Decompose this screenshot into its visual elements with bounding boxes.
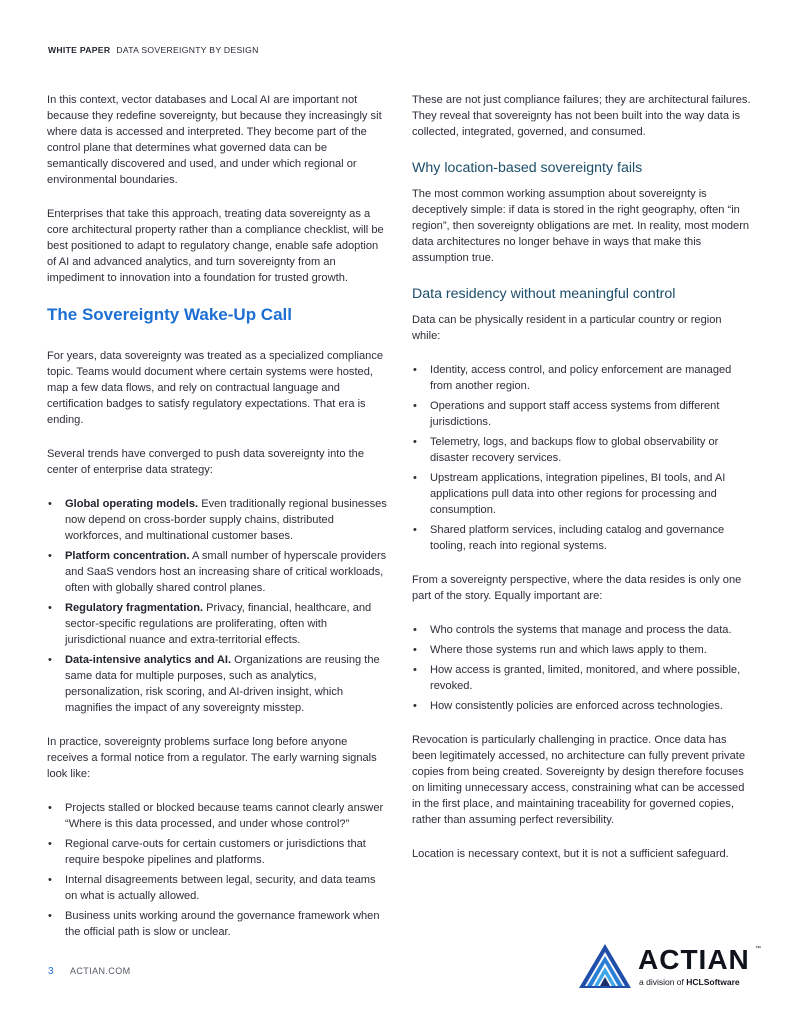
item-text: Identity, access control, and policy enforcement are managed from another region. [430, 364, 732, 392]
footer-link[interactable]: ACTIAN.COM [70, 966, 131, 976]
paragraph: Several trends have converged to push data sovereignty into the center of enterprise data strategy: [47, 448, 364, 476]
important-list [412, 622, 752, 714]
left-column [47, 92, 387, 958]
bullet-icon: • [413, 436, 417, 448]
trademark-mark: ™ [755, 946, 761, 952]
item-lead: Regulatory fragmentation. [65, 602, 204, 614]
list-item [47, 800, 387, 832]
list-item [47, 836, 387, 868]
paragraph: In practice, sovereignty problems surface long before anyone receives a formal notice from a regulator. The early warning signals look like: [47, 736, 377, 780]
tagline-brand: HCLSoftware [686, 977, 740, 987]
item-text: Privacy, financial, healthcare, and sector-specific regulations are proliferating, often with jurisdictional nuance and extra-territorial effects. [65, 602, 372, 646]
right-column [412, 92, 752, 880]
page-number: 3 [48, 966, 54, 977]
list-item [412, 698, 752, 714]
bullet-icon: • [48, 874, 52, 886]
list-item [412, 622, 752, 638]
list-item [412, 434, 752, 466]
item-lead: Data-intensive analytics and AI. [65, 654, 232, 666]
list-item [47, 548, 387, 596]
subsection-heading: Data residency without meaningful control [412, 286, 676, 302]
bullet-icon: • [413, 400, 417, 412]
paragraph: These are not just compliance failures; they are architectural failures. They reveal that sovereignty has not been built into the way data is collected, integrated, governed, and consumed. [412, 94, 751, 138]
bullet-icon: • [413, 700, 417, 712]
item-text: Shared platform services, including catalog and governance tooling, reach into regional systems. [430, 524, 725, 552]
bullet-icon: • [48, 910, 52, 922]
running-header [48, 45, 259, 55]
list-item [47, 600, 387, 648]
bullet-icon: • [48, 498, 52, 510]
actian-logo [578, 942, 768, 994]
bullet-icon: • [413, 524, 417, 536]
residency-list [412, 362, 752, 554]
item-text: Operations and support staff access systems from different jurisdictions. [430, 400, 720, 428]
list-item [412, 362, 752, 394]
list-item [47, 496, 387, 544]
trends-list [47, 496, 387, 716]
list-item [412, 522, 752, 554]
bullet-icon: • [413, 472, 417, 484]
paragraph: Data can be physically resident in a particular country or region while: [412, 314, 722, 342]
item-text: How access is granted, limited, monitored, and where possible, revoked. [430, 664, 741, 692]
header-title: DATA SOVEREIGNTY BY DESIGN [116, 45, 259, 55]
bullet-icon: • [413, 624, 417, 636]
paragraph: Location is necessary context, but it is not a sufficient safeguard. [412, 848, 729, 860]
bullet-icon: • [413, 364, 417, 376]
item-text: Regional carve-outs for certain customers or jurisdictions that require bespoke pipelines and platforms. [65, 838, 366, 866]
paragraph: In this context, vector databases and Local AI are important not because they redefine sovereignty, but because they increasingly sit where data is accessed and interpreted. They become part of the control plane that determines what governed data can be semantically discovered and used, and under which regional or environmental boundaries. [47, 94, 382, 186]
signals-list [47, 800, 387, 940]
item-text: How consistently policies are enforced across technologies. [430, 700, 723, 712]
logo-wordmark: ACTIAN [638, 944, 750, 975]
bullet-icon: • [48, 602, 52, 614]
item-text: Where those systems run and which laws apply to them. [430, 644, 707, 656]
item-text: Who controls the systems that manage and process the data. [430, 624, 732, 636]
logo-tagline [639, 977, 740, 987]
list-item [47, 908, 387, 940]
bullet-icon: • [48, 838, 52, 850]
tagline-prefix: a division of [639, 977, 687, 987]
bullet-icon: • [413, 664, 417, 676]
bullet-icon: • [48, 802, 52, 814]
list-item [412, 398, 752, 430]
bullet-icon: • [48, 550, 52, 562]
paragraph: From a sovereignty perspective, where the data resides is only one part of the story. Equally important are: [412, 574, 742, 602]
list-item [412, 470, 752, 518]
actian-logo-icon [578, 942, 632, 990]
section-heading: The Sovereignty Wake-Up Call [47, 305, 292, 324]
paragraph: For years, data sovereignty was treated as a specialized compliance topic. Teams would document where certain systems were hosted, map a few data flows, and rely on contractual language and certification badges to satisfy regulatory expectations. That era is ending. [47, 350, 384, 426]
list-item [412, 642, 752, 658]
list-item [47, 872, 387, 904]
bullet-icon: • [48, 654, 52, 666]
item-text: Projects stalled or blocked because teams cannot clearly answer “Where is this data processed, and under whose control?” [65, 802, 384, 830]
paragraph: Revocation is particularly challenging in practice. Once data has been legitimately accessed, no architecture can fully prevent private copies from being created. Sovereignty by design therefore focuses on limiting unnecessary access, constraining what can be accessed in the first place, and maintaining traceability for governed copies, rather than assuming perfect reversibility. [412, 734, 745, 826]
item-lead: Global operating models. [65, 498, 199, 510]
header-label: WHITE PAPER [48, 45, 111, 55]
item-text: A small number of hyperscale providers and SaaS vendors host an increasing share of critical workloads, often with globally shared control planes. [65, 550, 387, 594]
item-lead: Platform concentration. [65, 550, 190, 562]
list-item [412, 662, 752, 694]
item-text: Organizations are reusing the same data for multiple purposes, such as analytics, personalization, risk scoring, and AI-driven insight, which magnifies the impact of any sovereignty misstep. [65, 654, 380, 714]
item-text: Business units working around the governance framework when the official path is slow or unclear. [65, 910, 380, 938]
item-text: Even traditionally regional businesses now depend on cross-border supply chains, distributed workforces, and multinational customer bases. [65, 498, 387, 542]
list-item [47, 652, 387, 716]
item-text: Internal disagreements between legal, security, and data teams on what is actually allowed. [65, 874, 376, 902]
item-text: Upstream applications, integration pipelines, BI tools, and AI applications pull data into other regions for processing and consumption. [430, 472, 726, 516]
paragraph: The most common working assumption about sovereignty is deceptively simple: if data is stored in the right geography, often “in region”, then sovereignty obligations are met. In reality, most modern data architectures no longer behave in ways that make this assumption true. [412, 188, 750, 264]
item-text: Telemetry, logs, and backups flow to global observability or disaster recovery services. [430, 436, 719, 464]
subsection-heading: Why location-based sovereignty fails [412, 160, 643, 176]
bullet-icon: • [413, 644, 417, 656]
paragraph: Enterprises that take this approach, treating data sovereignty as a core architectural property rather than a compliance checklist, will be best positioned to adapt to regulatory change, enable safe adoption of AI and advanced analytics, and turn sovereignty from an impediment to innovation into a foundation for trusted growth. [47, 208, 384, 284]
